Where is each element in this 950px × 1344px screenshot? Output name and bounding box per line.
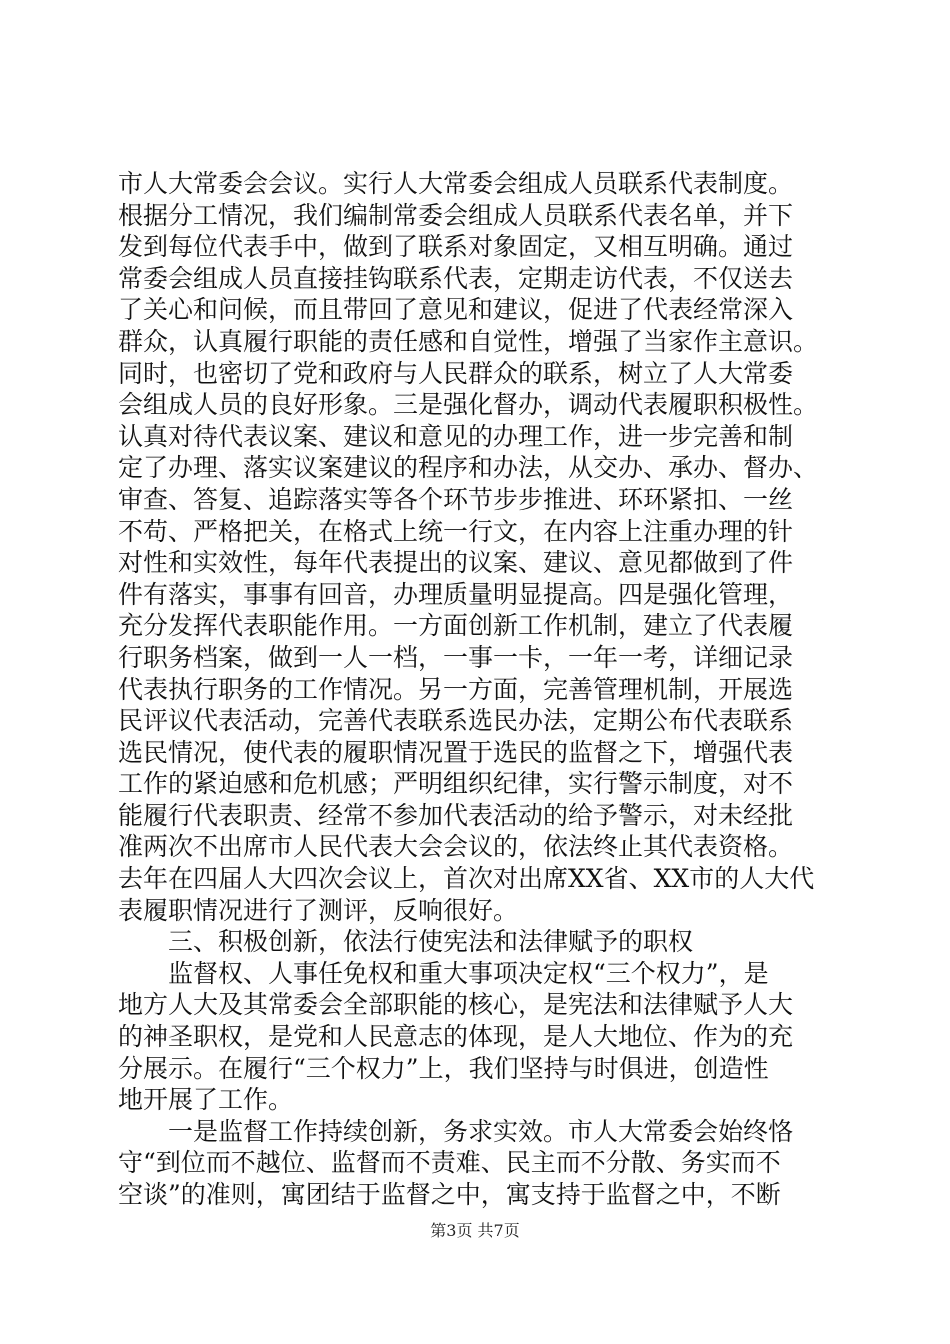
text-line: 会组成人员的良好形象。三是强化督办，调动代表履职积极性。 [118, 390, 819, 420]
text-line: 守“到位而不越位、监督而不责难、民主而不分散、务实而不 [118, 1148, 781, 1178]
text-line: 准两次不出席市人民代表大会会议的，依法终止其代表资格。 [118, 832, 794, 862]
text-line: 代表执行职务的工作情况。另一方面，完善管理机制，开展选 [118, 674, 794, 704]
text-line: 选民情况，使代表的履职情况置于选民的监督之下，增强代表 [118, 737, 794, 767]
text-line: 行职务档案，做到一人一档，一事一卡，一年一考，详细记录 [118, 642, 794, 672]
text-line: 同时，也密切了党和政府与人民群众的联系，树立了人大常委 [118, 358, 794, 388]
section-heading: 三、积极创新，依法行使宪法和法律赋予的职权 [118, 927, 694, 957]
text-line: 了关心和问候，而且带回了意见和建议，促进了代表经常深入 [118, 295, 794, 325]
text-line: 去年在四届人大四次会议上，首次对出席XX省、XX市的人大代 [118, 864, 815, 894]
text-line: 对性和实效性，每年代表提出的议案、建议、意见都做到了件 [118, 548, 794, 578]
text-line: 工作的紧迫感和危机感；严明组织纪律，实行警示制度，对不 [118, 769, 794, 799]
text-line: 市人大常委会会议。实行人大常委会组成人员联系代表制度。 [118, 169, 794, 198]
text-line: 地方人大及其常委会全部职能的核心，是宪法和法律赋予人大 [118, 990, 794, 1020]
text-line: 件有落实，事事有回音，办理质量明显提高。四是强化管理， [118, 579, 794, 609]
text-line: 根据分工情况，我们编制常委会组成人员联系代表名单，并下 [118, 200, 794, 230]
body-text [118, 168, 848, 1211]
text-line: 发到每位代表手中，做到了联系对象固定，又相互明确。通过 [118, 232, 794, 262]
text-line: 能履行代表职责、经常不参加代表活动的给予警示，对未经批 [118, 800, 794, 830]
text-line: 表履职情况进行了测评，反响很好。 [118, 895, 519, 925]
text-line: 地开展了工作。 [118, 1085, 294, 1115]
text-line: 不苟、严格把关，在格式上统一行文，在内容上注重办理的针 [118, 516, 794, 546]
text-line: 分展示。在履行“三个权力”上，我们坚持与时俱进，创造性 [118, 1053, 769, 1083]
text-line: 审查、答复、追踪落实等各个环节步步推进、环环紧扣、一丝 [118, 484, 794, 514]
page-number-footer: 第3页 共7页 [430, 1221, 520, 1240]
text-line: 群众，认真履行职能的责任感和自觉性，增强了当家作主意识。 [118, 326, 819, 356]
text-line: 的神圣职权，是党和人民意志的体现，是人大地位、作为的充 [118, 1022, 794, 1052]
text-line: 充分发挥代表职能作用。一方面创新工作机制，建立了代表履 [118, 611, 794, 641]
text-line: 定了办理、落实议案建议的程序和办法，从交办、承办、督办、 [118, 453, 819, 483]
text-line: 常委会组成人员直接挂钩联系代表，定期走访代表，不仅送去 [118, 263, 794, 293]
text-line: 空谈”的准则，寓团结于监督之中，寓支持于监督之中，不断 [118, 1180, 781, 1209]
text-line: 认真对待代表议案、建议和意见的办理工作，进一步完善和制 [118, 421, 794, 451]
text-line: 一是监督工作持续创新，务求实效。市人大常委会始终恪 [118, 1116, 794, 1146]
text-line: 民评议代表活动，完善代表联系选民办法，定期公布代表联系 [118, 706, 794, 736]
text-line: 监督权、人事任免权和重大事项决定权“三个权力”，是 [118, 958, 769, 988]
